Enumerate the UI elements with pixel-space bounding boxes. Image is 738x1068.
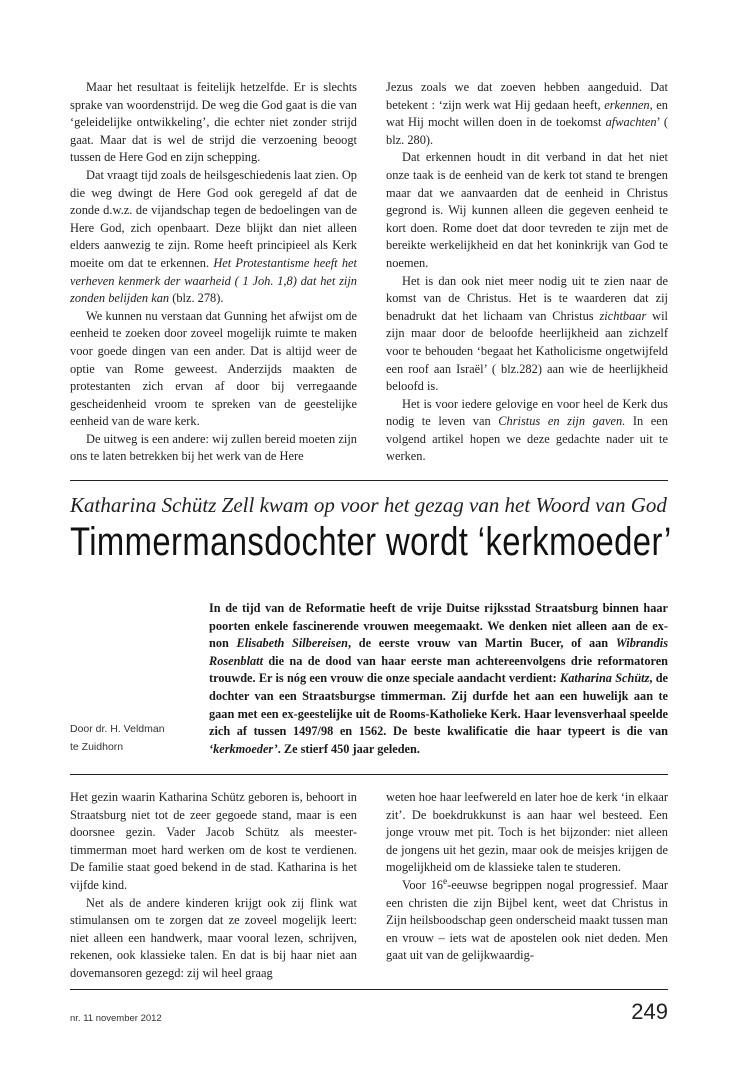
paragraph: De uitweg is een andere: wij zullen bereid moeten zijn ons te laten betrekken bij het werk van de Here: [70, 431, 357, 464]
text: In de tijd van de Reformatie heeft de vrije Duitse rijksstad Straatsburg binnen haar poorten enkele fascinerende vrouwen meegemaakt. We denken niet alleen aan de ex-non: [209, 601, 668, 651]
paragraph: We kunnen nu verstaan dat Gunning het afwijst om de eenheid te zoeken door zoveel mogelijk ruimte te maken voor goede dingen van een ander. Dat is altijd weer de optie van Rome geweest. Anderzijds maakten de protestanten zich ervan af door bij verregaande gescheidenheid vroom te spreken van de geestelijke eenheid van de ware kerk.: [70, 308, 357, 429]
text: . Ze stierf 450 jaar geleden.: [277, 741, 420, 756]
reference: (blz. 278).: [169, 291, 224, 306]
article-intro: [209, 600, 668, 758]
text: ’ ( blz. 280).: [386, 115, 668, 147]
text: Jezus zoals we dat zoeven hebben aangeduid. Dat betekent : ‘zijn werk wat Hij gedaan heeft,: [386, 80, 668, 112]
byline-author: Door dr. H. Veldman: [70, 723, 165, 735]
paragraph: weten hoe haar leefwereld en later hoe de kerk ‘in elkaar zit’. De boekdrukkunst is aan haar wel besteed. Een jonge vrouw met pit. Toch is het bijzonder: niet alleen de jongens uit het gezin, maar ook de meisjes krijgen de mogelijkheid om de klassieke talen te studeren.: [386, 790, 668, 875]
text: In een volgend artikel hopen we deze gedachte nader uit te werken.: [386, 414, 669, 464]
article-kicker: Katharina Schütz Zell kwam op voor het gezag van het Woord van God: [70, 493, 667, 517]
paragraph: [386, 877, 668, 965]
text: , de eerste vrouw van Martin Bucer, of aan: [348, 636, 616, 651]
text: die na de dood van haar eerste man achtereenvolgens drie reformatoren trouwde. Er is nóg een vrouw die onze speciale aandacht verdient:: [209, 653, 668, 686]
text: wil zijn maar door de beloofde heerlijkheid aan zichzelf voor te behouden ‘begaat het Katholicisme ongetwijfeld een roof aan Israël’ ( blz.282) aan wie de heerlijkheid beloofd is.: [386, 308, 669, 394]
text: , de dochter van een Straatsburgse timmerman. Zij durfde het aan een huwelijk aan te gaan met een ex-geestelijke uit de Rooms-Katholieke Kerk. Haar levensverhaal speelde zich af tussen 1497/98 en 1562. De beste kwalificatie die haar typeert is die van: [209, 671, 668, 739]
paragraph: [386, 273, 668, 396]
emphasis: afwachten: [605, 115, 657, 130]
text: -eeuwse begrippen nogal progressief. Maar een christen die zijn Bijbel kent, weet dat Christus in Zijn heilsboodschap geen onderscheid maakt tussen man en vrouw – iets wat de apostelen ook niet deden. Men gaat uit van de gelijkwaardig-: [386, 877, 669, 963]
article-headline: Timmermansdochter wordt ‘kerkmoeder’: [70, 520, 672, 564]
emphasis: ‘kerkmoeder’: [209, 741, 278, 756]
bottom-left-column: [70, 789, 357, 983]
divider: [70, 480, 668, 481]
paragraph: Maar het resultaat is feitelijk hetzelfde. Er is slechts sprake van woordenstrijd. De weg die God gaat is die van ‘geleidelijke ontwikkeling’, die echter niet zonder strijd gaat. Maar dat is wel de strijd die verzoening beoogt tussen de Here God en zijn schepping.: [70, 80, 357, 165]
issue-info: nr. 11 november 2012: [70, 1013, 162, 1024]
emphasis: Katharina Schütz: [560, 671, 650, 686]
emphasis: Wibrandis Rosenblatt: [209, 636, 668, 668]
byline-location: te Zuidhorn: [70, 740, 124, 753]
paragraph: [386, 396, 668, 466]
text: Voor 16: [402, 877, 443, 892]
paragraph: Net als de andere kinderen krijgt ook zij flink wat stimulansen om te zorgen dat ze zoveel mogelijk leert: niet alleen een handwerk, maar vooral lezen, schrijven, rekenen, ook klassieke talen. En dat is bij haar niet aan dovemansoren gezegd: zij wil heel graag: [70, 895, 357, 980]
superscript: e: [443, 876, 448, 887]
text: Het is voor iedere gelovige en voor heel de Kerk dus nodig te leven van: [386, 396, 668, 429]
text: Het is dan ook niet meer nodig uit te zien naar de komst van de Christus. Het is te waarderen dat zij benadrukt dat het lichaam van Christus: [386, 273, 668, 323]
paragraph: [70, 167, 357, 308]
paragraph: [386, 79, 668, 149]
byline: [70, 721, 200, 756]
emphasis: Christus en zijn gaven.: [498, 414, 626, 429]
top-left-column: [70, 79, 357, 466]
bottom-right-column: [386, 789, 668, 965]
page-number: 249: [631, 999, 668, 1024]
emphasis: Elisabeth Silbereisen: [236, 636, 349, 651]
paragraph: Het gezin waarin Katharina Schütz geboren is, behoort in Straatsburg niet tot de zeer gegoede stand, maar is een doorsnee gezin. Vader Jacob Schütz als meester-timmerman moet hard werken om de kost te verdienen. De familie staat goed bekend in de stad. Katharina is het vijfde kind.: [70, 790, 357, 892]
paragraph-text: Dat vraagt tijd zoals de heilsgeschiedenis laat zien. Op die weg dwingt de Here God ook geregeld af dat de zonde d.w.z. de vijandschap tegen de bedoelingen van de Here God, zich openbaart. Deze blijkt dan niet alleen elders aanwezig te zijn. Rome heeft principieel als Kerk moeite om dat te erkennen.: [70, 167, 357, 270]
emphasis: zichtbaar: [599, 308, 647, 323]
quote: Het Protestantisme heeft het verheven kenmerk der waarheid ( 1 Joh. 1,8) dat het zijn zonden belijden kan: [70, 255, 357, 306]
text: , en wat Hij mocht willen doen in de toekomst: [386, 97, 668, 130]
top-right-column: [386, 79, 668, 466]
paragraph: Dat erkennen houdt in dit verband in dat het niet onze taak is de eenheid van de kerk tot stand te brengen maar dat we aanvaarden dat de eenheid in Christus gegrond is. Wij kunnen alleen die gegeven eenheid te kort doen. Rome doet dat door tevreden te zijn met de bereikte werkelijkheid en dat het koninkrijk van God te noemen.: [386, 150, 668, 270]
emphasis: erkennen: [604, 97, 650, 112]
footer-divider: [70, 989, 668, 990]
divider: [70, 774, 668, 775]
